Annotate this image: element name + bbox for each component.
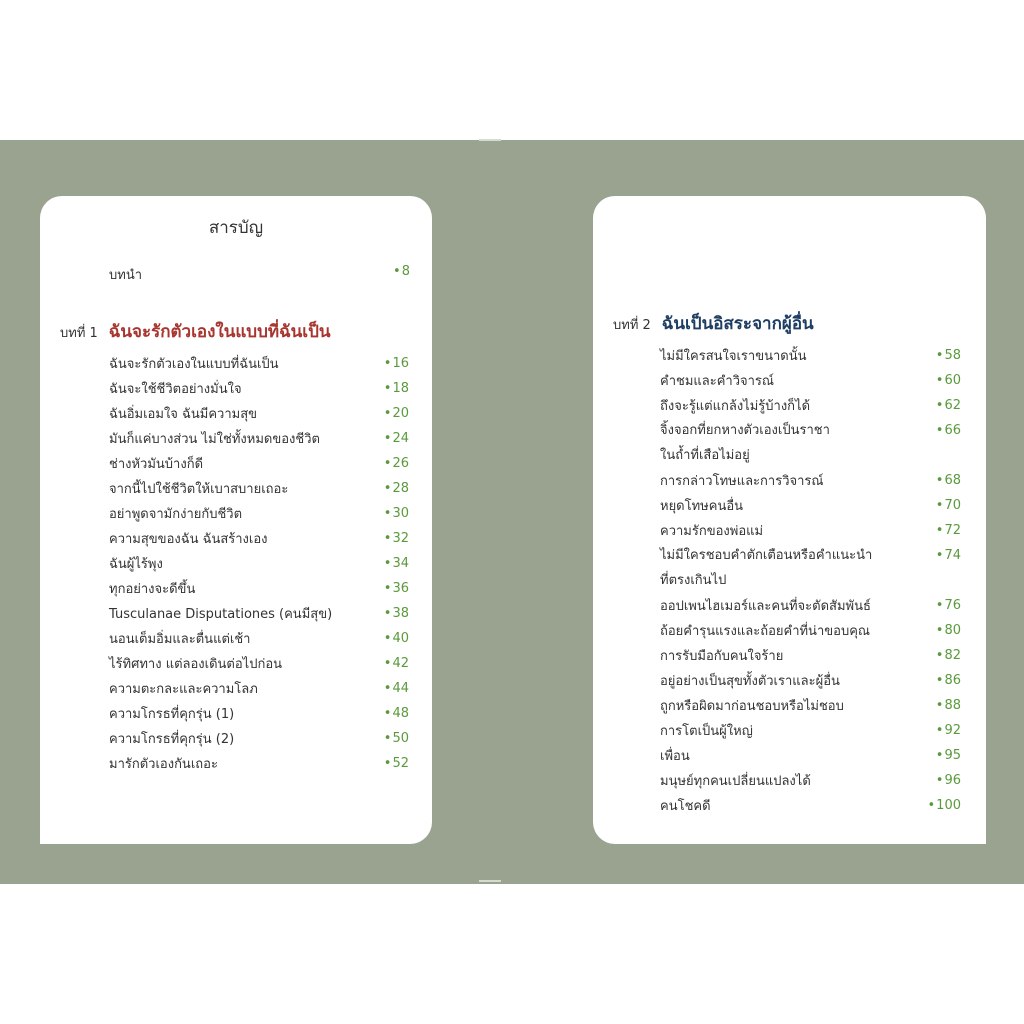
toc-entry-page-number: • 44 [384,676,409,701]
toc-entry-label-group [109,353,279,374]
toc-entry-label-continued: ในถ้ำที่เสือไม่อยู่ [660,448,750,463]
chapter-2-entry-list [660,343,961,818]
toc-entry-label: ทุกอย่างจะดีขึ้น [109,582,196,597]
toc-entry-label: ช่างหัวมันบ้างก็ดี [109,457,204,472]
toc-entry [660,593,961,618]
spine-mark-top [479,139,501,141]
toc-entry [109,726,409,751]
toc-entry-label-group [109,453,203,474]
toc-entry-label: Tusculanae Disputationes (คนมีสุข) [109,607,333,622]
toc-entry-label-group [109,653,282,674]
toc-entry-label: เพื่อน [660,749,690,764]
toc-entry [660,468,961,493]
toc-entry [660,418,961,468]
toc-entry-label-group [660,770,811,791]
toc-entry-page-number: • 52 [384,751,409,776]
toc-entry [660,693,961,718]
toc-entry-label: อย่าพูดจามักง่ายกับชีวิต [109,507,243,522]
toc-entry-page-number: • 40 [384,626,409,651]
toc-entry-page-number: • 26 [384,451,409,476]
toc-entry-page-number: • 82 [936,643,961,668]
left-page [40,196,432,844]
toc-entry-page-number: • 42 [384,651,409,676]
toc-entry [109,601,409,626]
toc-entry-label: ฉันอิ่มเอมใจ ฉันมีความสุข [109,407,258,422]
toc-entry-label: มนุษย์ทุกคนเปลี่ยนแปลงได้ [660,774,811,789]
toc-entry [109,526,409,551]
toc-entry-label-group [109,553,163,574]
toc-entry-label: การรับมือกับคนใจร้าย [660,649,784,664]
toc-entry-label: ถูกหรือผิดมาก่อนชอบหรือไม่ชอบ [660,699,844,714]
toc-entry [109,476,409,501]
toc-entry-label: ฉันจะใช้ชีวิตอย่างมั่นใจ [109,382,242,397]
toc-entry-label-group [660,695,844,716]
toc-entry-label-group [109,578,195,599]
toc-entry-page-number: • 68 [936,468,961,493]
toc-entry-label-continued: ที่ตรงเกินไป [660,573,727,588]
toc-entry-label: การโตเป็นผู้ใหญ่ [660,724,753,739]
toc-entry-page-number: • 16 [384,351,409,376]
toc-entry [109,651,409,676]
toc-entry-label: มารักตัวเองกันเถอะ [109,757,218,772]
toc-entry-label-group [109,603,332,624]
toc-entry-page-number: • 18 [384,376,409,401]
toc-entry-label: จากนี้ไปใช้ชีวิตให้เบาสบายเถอะ [109,482,289,497]
toc-entry-label-group [660,720,753,741]
toc-entry-label-group [109,528,268,549]
toc-entry [660,643,961,668]
toc-entry-label: ไม่มีใครสนใจเราขนาดนั้น [660,349,807,364]
toc-entry-label-group [660,670,840,691]
toc-entry-label-group [660,620,870,641]
toc-entry-label: ความตะกละและความโลภ [109,682,258,697]
toc-entry-label-group [109,378,242,399]
toc-entry [109,376,409,401]
toc-entry-label: ฉันจะรักตัวเองในแบบที่ฉันเป็น [109,357,279,372]
toc-entry-page-number: • 76 [936,593,961,618]
toc-entry-label-group [660,418,830,468]
toc-entry [660,743,961,768]
toc-entry-label-group [660,370,774,391]
toc-entry-label-group [660,795,711,816]
toc-entry-page-number: • 80 [936,618,961,643]
toc-title: สารบัญ [208,218,264,238]
toc-entry-page-number: • 60 [936,368,961,393]
toc-entry-page-number: • 74 [936,543,961,568]
toc-entry-label: ฉันผู้ไร้พุง [109,557,163,572]
toc-entry [660,543,961,593]
toc-entry-label-group [660,595,871,616]
toc-entry-page-number: • 32 [384,526,409,551]
toc-entry-label: ถึงจะรู้แต่แกล้งไม่รู้บ้างก็ได้ [660,399,811,414]
toc-entry-label: ความสุขของฉัน ฉันสร้างเอง [109,532,268,547]
chapter-1-entry-list [109,351,409,776]
toc-entry-label: ไม่มีใครชอบคำตักเตือนหรือคำแนะนำ [660,548,873,563]
toc-entry-label-group [109,628,250,649]
toc-entry-label: ความโกรธที่คุกรุ่น (2) [109,732,235,747]
toc-entry-label-group [109,728,234,749]
toc-entry [660,768,961,793]
toc-entry-label: คำชมและคำวิจารณ์ [660,374,774,389]
toc-entry-label-group [660,395,810,416]
toc-entry-label-group [660,345,807,366]
toc-entry-label-group [660,495,743,516]
toc-entry [109,351,409,376]
toc-entry [109,451,409,476]
toc-entry-page-number: • 28 [384,476,409,501]
toc-entry-page-number: • 24 [384,426,409,451]
toc-entry-page-number: • 88 [936,693,961,718]
toc-entry-page-number: • 86 [936,668,961,693]
toc-entry-page-number: • 70 [936,493,961,518]
toc-entry-label: ความรักของพ่อแม่ [660,524,764,539]
intro-entry-page: • 8 [390,264,410,279]
toc-entry [109,401,409,426]
toc-entry-label-group [109,428,320,449]
toc-entry-label-group [109,678,258,699]
toc-entry-page-number: • 38 [384,601,409,626]
toc-entry-page-number: • 20 [384,401,409,426]
chapter-2-title: ฉันเป็นอิสระจากผู้อื่น [661,314,814,334]
toc-entry [109,501,409,526]
toc-entry [660,718,961,743]
toc-entry [660,668,961,693]
toc-entry-label: ออปเพนไฮเมอร์และคนที่จะตัดสัมพันธ์ [660,599,871,614]
toc-entry [109,676,409,701]
spine-mark-bottom [479,880,501,882]
toc-entry [109,626,409,651]
toc-entry-label-group [660,470,823,491]
toc-entry-label-group [660,745,690,766]
toc-entry-label: ถ้อยคำรุนแรงและถ้อยคำที่น่าขอบคุณ [660,624,870,639]
toc-entry-label-group [660,543,872,593]
toc-entry-label: ความโกรธที่คุกรุ่น (1) [109,707,235,722]
toc-entry [109,426,409,451]
toc-entry-label: มันก็แค่บางส่วน ไม่ใช่ทั้งหมดของชีวิต [109,432,320,447]
chapter-1-title: ฉันจะรักตัวเองในแบบที่ฉันเป็น [108,322,331,342]
toc-entry [109,551,409,576]
toc-entry-page-number: • 58 [936,343,961,368]
toc-entry-page-number: • 95 [936,743,961,768]
chapter-1-label: บทที่ 1 [60,326,98,341]
toc-entry-label: การกล่าวโทษและการวิจารณ์ [660,474,824,489]
toc-entry [109,576,409,601]
toc-entry [109,701,409,726]
toc-entry-page-number: • 30 [384,501,409,526]
toc-entry-label-group [660,520,763,541]
toc-entry-label-group [109,403,257,424]
toc-entry-label-group [660,645,783,666]
chapter-2-label: บทที่ 2 [613,318,651,333]
toc-entry-page-number: • 100 [928,793,962,818]
toc-entry [660,493,961,518]
toc-entry-label: คนโชคดี [660,799,711,814]
chapter-1-heading [60,318,331,345]
toc-entry [660,343,961,368]
right-page [593,196,986,844]
toc-entry-page-number: • 96 [936,768,961,793]
toc-entry-page-number: • 34 [384,551,409,576]
toc-entry-label-group [109,503,242,524]
toc-entry-label-group [109,478,288,499]
toc-entry-page-number: • 92 [936,718,961,743]
toc-entry-page-number: • 36 [384,576,409,601]
toc-entry-label-group [109,703,234,724]
toc-entry-page-number: • 50 [384,726,409,751]
toc-entry-label: อยู่อย่างเป็นสุขทั้งตัวเราและผู้อื่น [660,674,840,689]
toc-entry-page-number: • 72 [936,518,961,543]
toc-entry-page-number: • 66 [936,418,961,443]
toc-entry-page-number: • 62 [936,393,961,418]
toc-entry [660,618,961,643]
toc-entry [660,793,961,818]
toc-entry [660,368,961,393]
toc-entry-label: จิ้งจอกที่ยกหางตัวเองเป็นราชา [660,423,830,438]
toc-entry-label: นอนเต็มอิ่มและตื่นแต่เช้า [109,632,251,647]
toc-entry [660,518,961,543]
chapter-2-heading [613,310,814,337]
toc-entry-label-group [109,753,218,774]
toc-entry-page-number: • 48 [384,701,409,726]
intro-entry-label: บทนำ [109,268,143,283]
toc-entry [109,751,409,776]
toc-entry [660,393,961,418]
toc-entry-label: หยุดโทษคนอื่น [660,499,744,514]
toc-entry-label: ไร้ทิศทาง แต่ลองเดินต่อไปก่อน [109,657,283,672]
